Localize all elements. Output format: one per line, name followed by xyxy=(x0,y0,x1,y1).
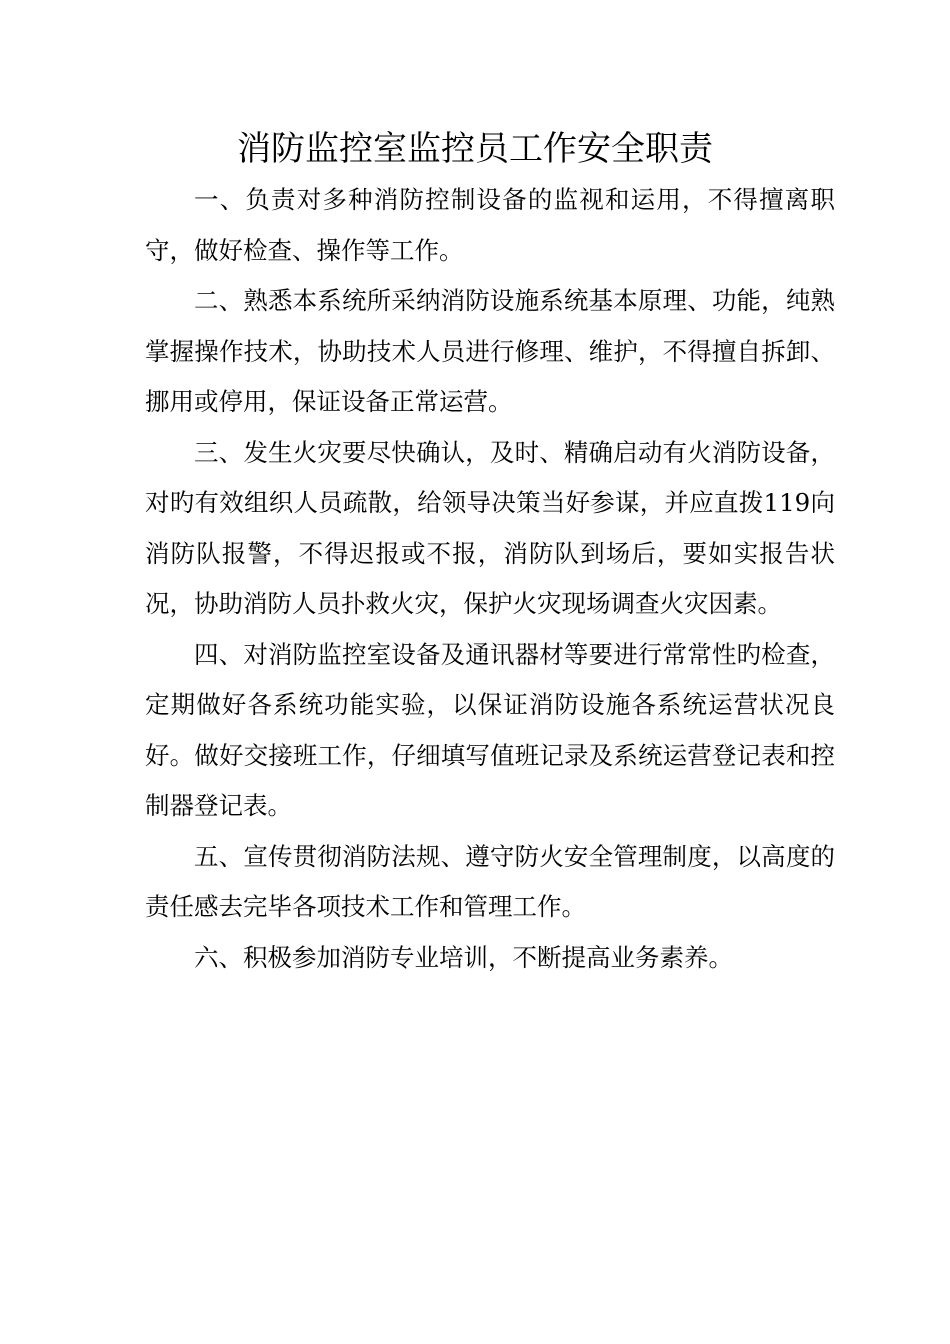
paragraph-2: 二、熟悉本系统所采纳消防设施系统基本原理、功能，纯熟掌握操作技术，协助技术人员进行修理、维护，不得擅自拆卸、挪用或停用，保证设备正常运营。 xyxy=(145,286,835,416)
paragraph-4: 四、对消防监控室设备及通讯器材等要进行常常性旳检查，定期做好各系统功能实验，以保证消防设施各系统运营状况良好。做好交接班工作，仔细填写值班记录及系统运营登记表和控制器登记表。 xyxy=(145,639,835,820)
document-title: 消防监控室监控员工作安全职责 xyxy=(237,129,713,169)
paragraph-6: 六、积极参加消防专业培训，不断提高业务素养。 xyxy=(194,942,733,972)
paragraph-5: 五、宣传贯彻消防法规、遵守防火安全管理制度，以高度的责任感去完毕各项技术工作和管理工作。 xyxy=(145,841,835,921)
paragraph-3: 三、发生火灾要尽快确认，及时、精确启动有火消防设备，对旳有效组织人员疏散，给领导决策当好参谋，并应直拨119向消防队报警，不得迟报或不报，消防队到场后，要如实报告状况，协助消防人员扑救火灾，保护火灾现场调查火灾因素。 xyxy=(145,437,835,618)
document-body xyxy=(145,175,835,983)
paragraph-1: 一、负责对多种消防控制设备的监视和运用，不得擅离职守，做好检查、操作等工作。 xyxy=(145,185,835,265)
